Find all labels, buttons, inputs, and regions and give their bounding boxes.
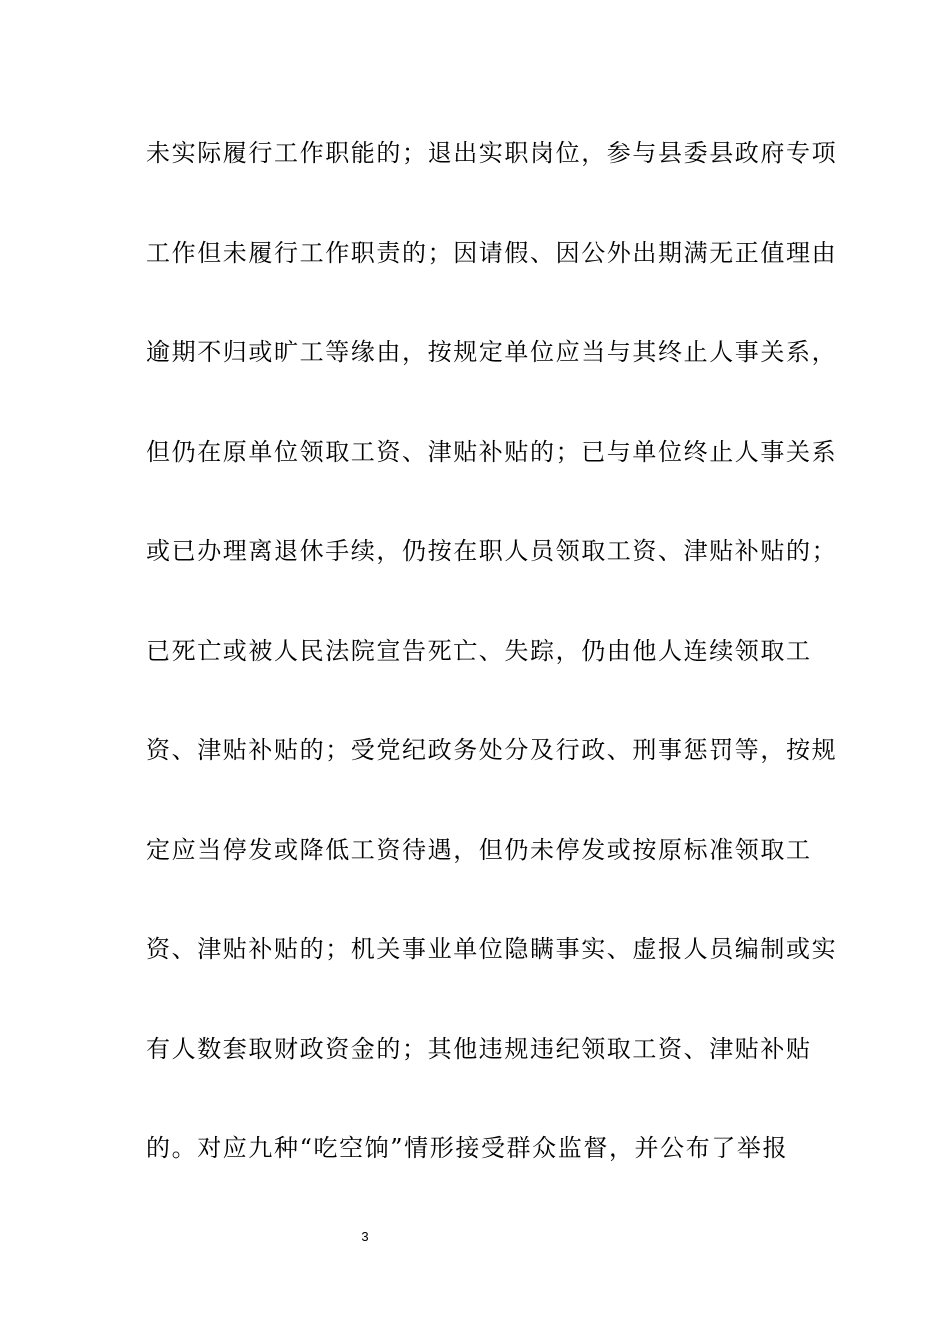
body-text — [146, 128, 838, 1223]
text-line-5: 或已办理离退休手续，仍按在职人员领取工资、津贴补贴的； — [146, 537, 838, 565]
text-line-10: 有人数套取财政资金的；其他违规违纪领取工资、津贴补贴 — [146, 1034, 812, 1063]
text-line-2: 工作但未履行工作职责的；因请假、因公外出期满无正值理由 — [146, 238, 838, 267]
text-line-8: 定应当停发或降低工资待遇，但仍未停发或按原标准领取工 — [146, 835, 812, 864]
text-line-3: 逾期不归或旷工等缘由，按规定单位应当与其终止人事关系， — [146, 338, 838, 366]
text-line-7: 资、津贴补贴的；受党纪政务处分及行政、刑事惩罚等，按规 — [146, 736, 838, 764]
text-line-4: 但仍在原单位领取工资、津贴补贴的；已与单位终止人事关系 — [146, 437, 838, 466]
text-line-1: 未实际履行工作职能的；退出实职岗位，参与县委县政府专项 — [146, 139, 838, 167]
text-line-9: 资、津贴补贴的；机关事业单位隐瞒事实、虚报人员编制或实 — [146, 935, 838, 963]
text-line-11: 的。对应九种“吃空饷”情形接受群众监督，并公布了举报 — [146, 1134, 789, 1162]
page-number: 3 — [361, 1229, 369, 1244]
text-line-6: 已死亡或被人民法院宣告死亡、失踪，仍由他人连续领取工 — [146, 636, 812, 665]
